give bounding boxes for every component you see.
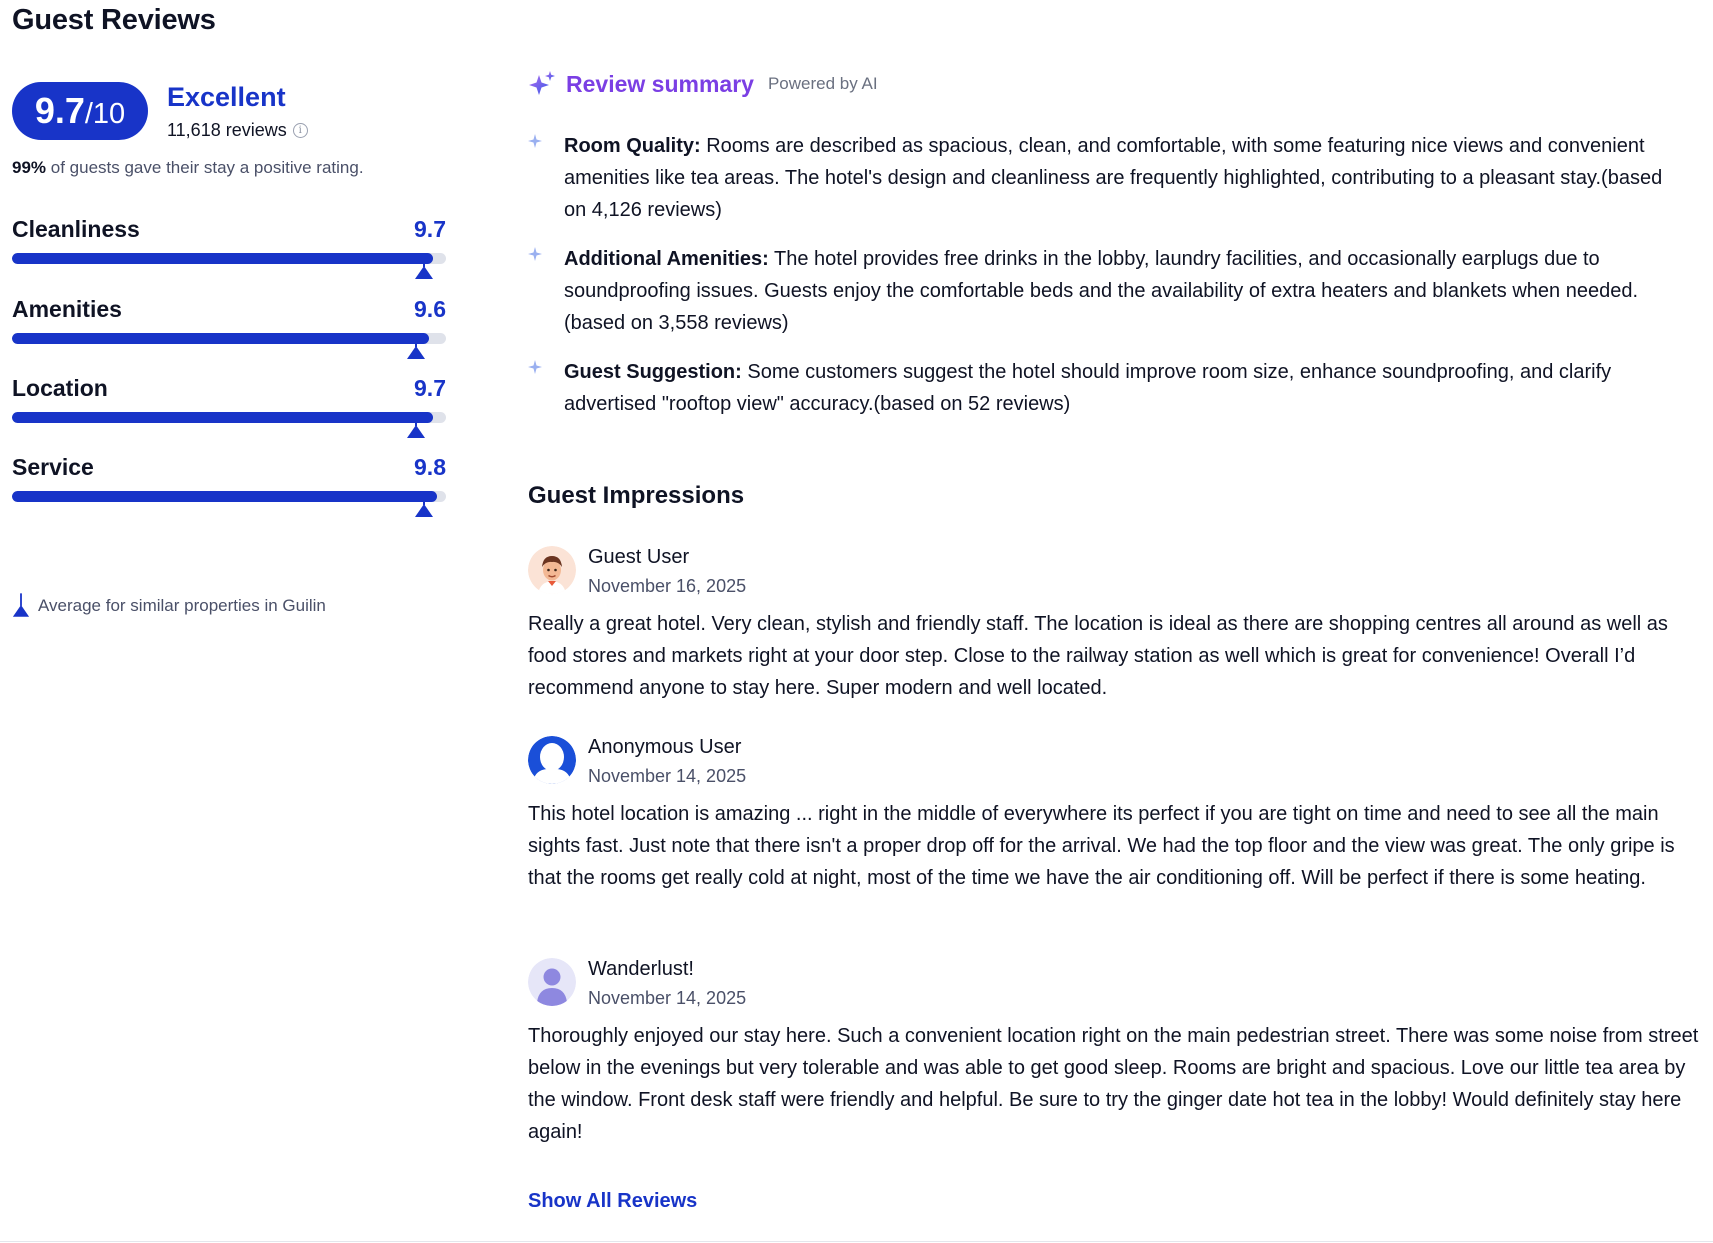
positive-percent: 99% [12, 158, 47, 177]
user-silhouette-icon [528, 958, 576, 1006]
category-score: 9.8 [414, 454, 446, 480]
summary-item-label: Guest Suggestion: [564, 361, 742, 383]
score-bar-fill [12, 491, 437, 502]
review-text: This hotel location is amazing ... right in the middle of everywhere its perfect if you are tight on time and need to see all the main sights fast. Just note that there isn't a proper drop off for the arrival. We had the top floor and the view was great. The only gripe is that the rooms get really cold at night, most of the time we have the air conditioning off. Will be perfect if there is some heating. [528, 803, 1675, 889]
average-marker-icon [414, 253, 434, 280]
average-marker-icon [406, 412, 426, 439]
category-score: 9.7 [414, 216, 446, 242]
score-bar-track [12, 412, 446, 423]
sparkle-bullet-icon [528, 247, 542, 261]
category-service [12, 454, 446, 514]
average-legend [12, 592, 326, 619]
score-bar-fill [12, 333, 429, 344]
review-card [528, 958, 1708, 1148]
score-scale: /10 [84, 98, 126, 130]
score-label: Excellent [167, 82, 286, 112]
summary-item [528, 356, 1688, 420]
review-card [528, 736, 1708, 926]
category-score: 9.6 [414, 296, 446, 322]
divider [0, 1241, 1713, 1242]
sparkle-bullet-icon [528, 134, 542, 148]
category-score: 9.7 [414, 375, 446, 401]
review-user-name: Guest User [588, 546, 690, 568]
summary-item-label: Room Quality: [564, 135, 701, 157]
category-name: Amenities [12, 296, 122, 322]
review-date: November 14, 2025 [588, 766, 747, 786]
review-card [528, 546, 1708, 699]
score-bar-track [12, 333, 446, 344]
average-marker-icon [406, 333, 426, 360]
review-count [167, 120, 308, 141]
powered-by-ai: Powered by AI [767, 74, 878, 93]
summary-item-text: Rooms are described as spacious, clean, and comfortable, with some featuring nice views and convenient amenities like tea areas. The hotel's design and cleanliness are frequently highlighted, contributing to a pleasant stay.(based on 4,126 reviews) [564, 135, 1663, 221]
cartoon-man-avatar [528, 546, 576, 594]
summary-item-label: Additional Amenities: [564, 248, 769, 270]
summary-item [528, 243, 1688, 339]
average-legend-text: Average for similar properties in Guilin [38, 595, 326, 615]
sparkle-bullet-icon [528, 360, 542, 374]
score-badge [12, 82, 148, 140]
category-amenities [12, 296, 446, 356]
show-all-reviews-link[interactable]: Show All Reviews [528, 1190, 698, 1212]
positive-rating-text [12, 158, 364, 178]
score-bar-fill [12, 253, 433, 264]
review-date: November 14, 2025 [588, 988, 747, 1008]
guest-impressions-title: Guest Impressions [528, 482, 745, 509]
category-name: Service [12, 454, 94, 480]
ai-sparkle-icon [528, 70, 556, 98]
review-date: November 16, 2025 [588, 576, 747, 596]
score-value: 9.7 [34, 90, 85, 131]
category-name: Cleanliness [12, 216, 140, 242]
average-marker-icon [414, 491, 434, 518]
review-text: Thoroughly enjoyed our stay here. Such a convenient location right on the main pedestrian street. There was some noise from street below in the evenings but very tolerable and was able to get good sleep. Rooms are bright and spacious. Love our little tea area by the window. Front desk staff were friendly and helpful. Be sure to try the ginger date hot tea in the lobby! Would definitely stay here again! [528, 1025, 1699, 1143]
positive-caption: of guests gave their stay a positive rating. [50, 158, 364, 177]
avatar-icon [528, 546, 576, 594]
average-marker-icon [12, 592, 30, 619]
summary-item [528, 130, 1688, 226]
score-bar-track [12, 253, 446, 264]
anonymous-avatar [528, 736, 576, 784]
summary-item-text: Some customers suggest the hotel should improve room size, enhance soundproofing, and clarify advertised "rooftop view" accuracy.(based on 52 reviews) [564, 361, 1612, 415]
review-user-name: Wanderlust! [588, 958, 694, 980]
page-title: Guest Reviews [12, 4, 216, 36]
review-summary-title: Review summary [566, 70, 754, 97]
info-icon[interactable]: i [293, 123, 308, 138]
review-summary-header [528, 70, 878, 98]
score-bar-fill [12, 412, 433, 423]
category-cleanliness [12, 216, 446, 276]
review-text: Really a great hotel. Very clean, stylish and friendly staff. The location is ideal as there are shopping centres all around as well as food stores and markets right at your door step. Close to the railway station as well which is great for convenience! Overall I’d recommend anyone to stay here. Super modern and well located. [528, 613, 1668, 699]
review-count-text: 11,618 reviews [167, 120, 287, 140]
category-location [12, 375, 446, 435]
summary-item-text: The hotel provides free drinks in the lobby, laundry facilities, and occasionally earplugs due to soundproofing issues. Guests enjoy the comfortable beds and the availability of extra heaters and blankets when needed.(based on 3,558 reviews) [564, 248, 1639, 334]
review-user-name: Anonymous User [588, 736, 742, 758]
category-name: Location [12, 375, 108, 401]
anonymous-user-icon [528, 736, 576, 784]
score-bar-track [12, 491, 446, 502]
silhouette-avatar [528, 958, 576, 1006]
